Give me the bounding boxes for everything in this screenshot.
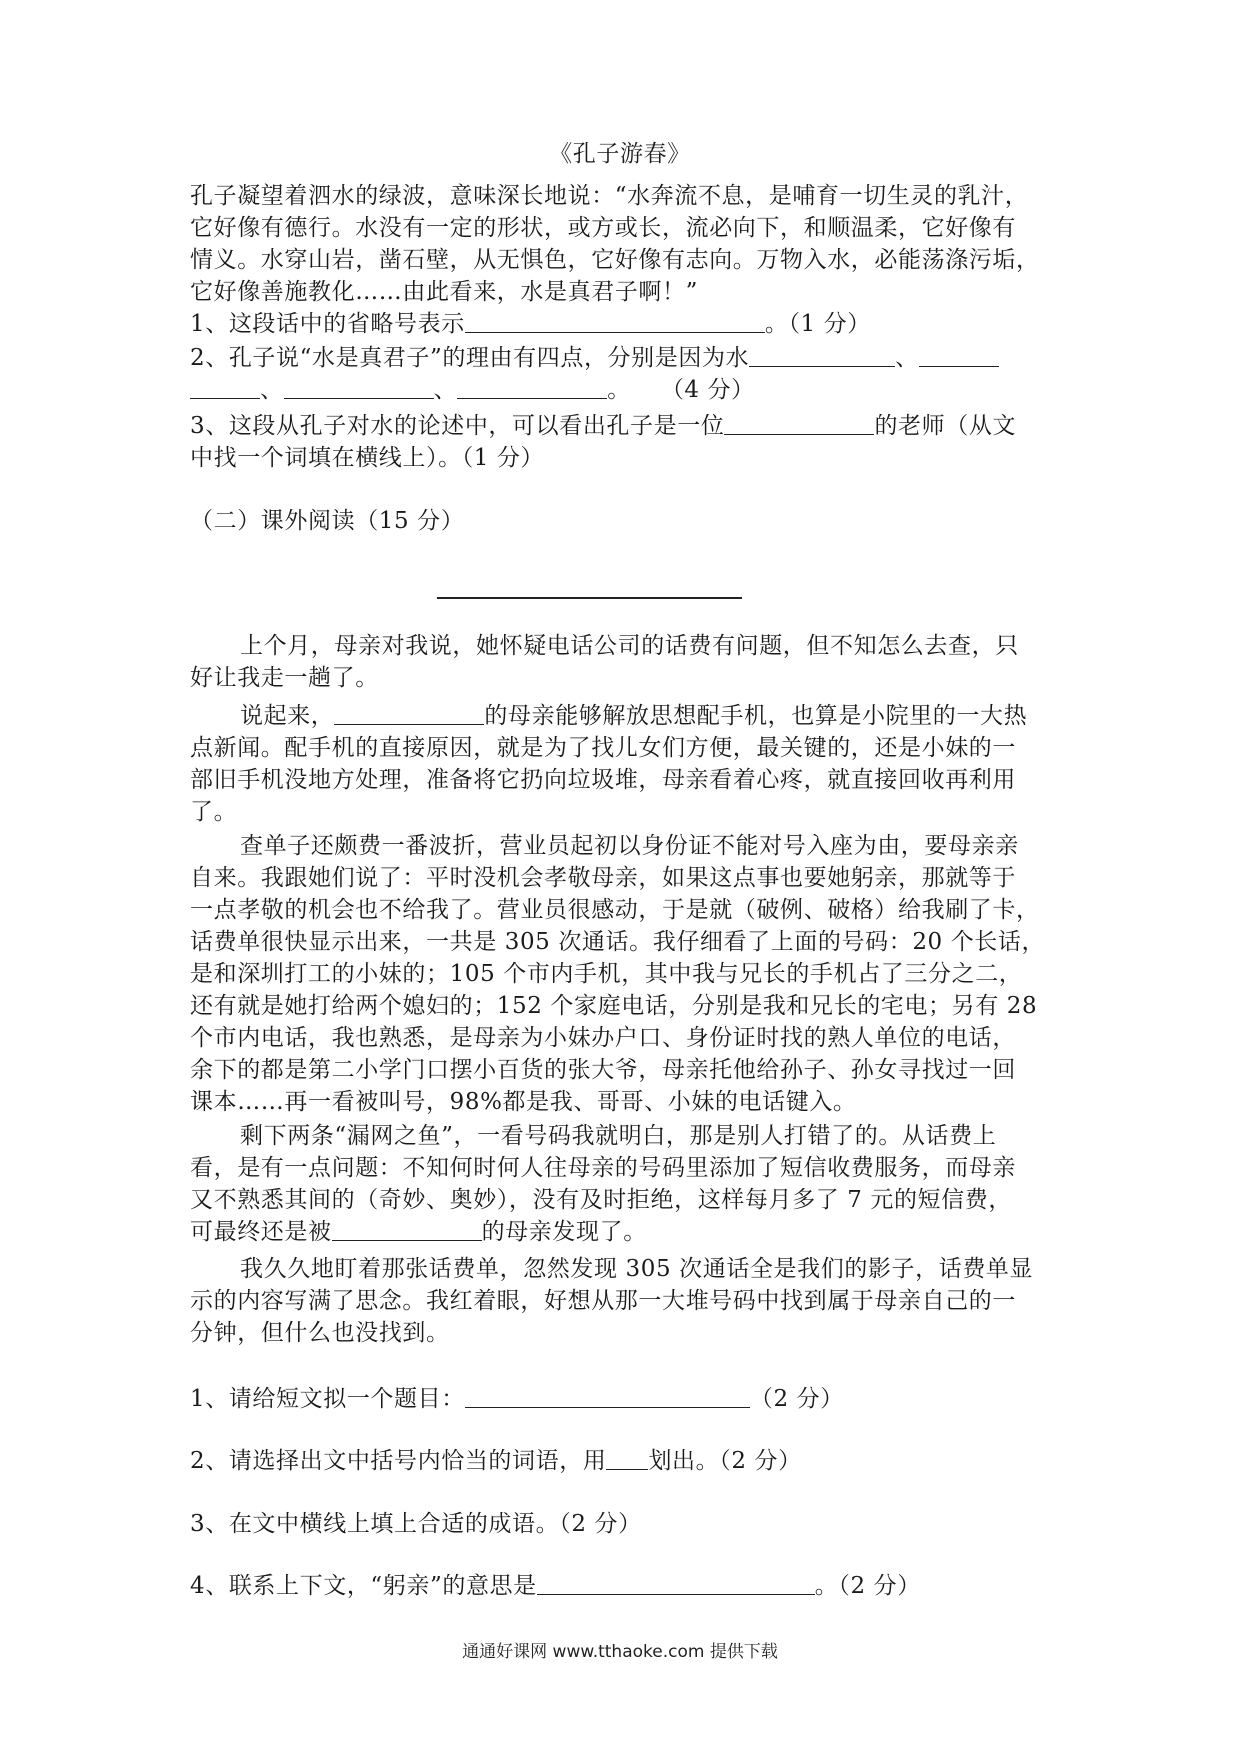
passage2-line [190,1216,1060,1248]
answer-blank[interactable] [284,376,434,399]
passage2-line: 自来。我跟她们说了：平时没机会孝敬母亲，如果这点事也要她躬亲，那就等于 [190,865,1016,891]
passage2-line: 查单子还颇费一番波折，营业员起初以身份证不能对号入座为由，要母亲亲 [240,833,1019,859]
passage2-line: 看，是有一点问题：不知何时何人往母亲的号码里添加了短信收费服务，而母亲 [190,1155,1016,1181]
passage2-line: 我久久地盯着那张话费单，忽然发现 305 次通话全是我们的影子，话费单显 [240,1256,1034,1282]
passage2-line: 上个月，母亲对我说，她怀疑电话公司的话费有问题，但不知怎么去查，只 [240,633,1019,659]
page-footer: 通通好课网 www.tthaoke.com 提供下载 [462,1642,778,1662]
answer-blank[interactable] [465,1385,750,1408]
question-4-4 [190,1570,1060,1602]
passage2-line: 部旧手机没地方处理，准备将它扔向垃圾堆，母亲看着心疼，就直接回收再利用 [190,767,1016,793]
passage-text: 的母亲发现了。 [481,1219,647,1245]
passage2-line: 余下的都是第二小学门口摆小百货的张大爷，母亲托他给孙子、孙女寻找过一回 [190,1057,1016,1083]
passage1-line: 情义。水穿山岩，凿石壁，从无惧色，它好像有志向。万物入水，必能荡涤污垢， [190,247,1040,273]
question-4-1 [190,1383,1060,1415]
question-text: 1、请给短文拟一个题目： [190,1386,465,1412]
question-text: 。（1 分） [764,311,871,337]
passage2-line [240,700,1110,732]
answer-blank[interactable] [724,412,874,435]
question-4-3 [190,1508,1060,1540]
question-text: 。（2 分） [814,1573,921,1599]
question-text: 3、这段从孔子对水的论述中，可以看出孔子是一位 [190,413,725,439]
passage2-line: 个市内电话，我也熟悉，是母亲为小妹办户口、身份证时找的熟人单位的电话， [190,1025,1016,1051]
question-2 [190,342,1060,374]
question-text: 3、在文中横线上填上合适的成语。（2 分） [190,1511,642,1537]
idiom-blank[interactable] [334,702,484,725]
question-text: 1、这段话中的省略号表示 [190,311,465,337]
question-text: 的老师（从文 [874,413,1017,439]
passage-text: 说起来， [240,703,335,729]
passage2-line: 一点孝敬的机会也不给我了。营业员很感动，于是就（破例、破格）给我刷了卡， [190,897,1040,923]
question-text: 2、请选择出文中括号内恰当的词语，用 [190,1448,607,1474]
question-text: （2 分） [749,1386,844,1412]
passage2-line: 还有就是她打给两个媳妇的；152 个家庭电话，分别是我和兄长的宅电；另有 28 [190,993,1038,1019]
title-answer-line[interactable] [437,597,742,599]
section-heading: （二）课外阅读（15 分） [190,508,465,534]
question-3 [190,410,1060,442]
answer-blank[interactable] [457,376,607,399]
answer-blank[interactable] [537,1572,815,1595]
separator: 、 [260,377,284,403]
passage-text: 的母亲能够解放思想配手机，也算是小院里的一大热 [484,703,1028,729]
passage1-line: 它好像善施教化……由此看来，水是真君子啊！” [190,279,698,305]
answer-blank[interactable] [190,376,260,399]
question-end: 。 [607,377,631,403]
passage2-line: 课本……再一看被叫号，98%都是我、哥哥、小妹的电话键入。 [190,1089,857,1115]
separator: 、 [433,377,458,403]
answer-blank[interactable] [919,344,999,367]
passage2-line: 是和深圳打工的小妹的；105 个市内手机，其中我与兄长的手机占了三分之二， [190,961,1023,987]
idiom-blank[interactable] [332,1218,482,1241]
question-text: 2、孔子说“水是真君子”的理由有四点，分别是因为水 [190,345,750,371]
passage-title: 《孔子游春》 [549,141,691,167]
answer-blank[interactable] [465,310,765,333]
passage2-line: 剩下两条“漏网之鱼”，一看号码我就明白，那是别人打错了的。从话费上 [240,1123,997,1149]
question-text: 4、联系上下文，“躬亲”的意思是 [190,1573,537,1599]
question-3-cont: 中找一个词填在横线上）。（1 分） [190,445,545,471]
passage2-line: 好让我走一趟了。 [190,665,379,691]
passage2-line: 了。 [190,799,238,825]
passage1-line: 孔子凝望着泗水的绿波，意味深长地说：“水奔流不息，是哺育一切生灵的乳汁， [190,183,1029,209]
separator: 、 [895,345,919,371]
question-4-2 [190,1445,1060,1477]
passage2-line: 点新闻。配手机的直接原因，就是为了找儿女们方便，最关键的，还是小妹的一 [190,735,1016,761]
passage1-line: 它好像有德行。水没有一定的形状，或方或长，流必向下，和顺温柔，它好像有 [190,215,1016,241]
passage2-line: 示的内容写满了思念。我红着眼，好想从那一大堆号码中找到属于母亲自己的一 [190,1288,1016,1314]
passage2-line: 话费单很快显示出来，一共是 305 次通话。我仔细看了上面的号码：20 个长话， [190,929,1046,955]
underline-sample [606,1447,648,1470]
passage2-line: 又不熟悉其间的（奇妙、奥妙），没有及时拒绝，这样每月多了 7 元的短信费， [190,1187,1012,1213]
passage2-line: 分钟，但什么也没找到。 [190,1320,450,1346]
question-text: 划出。（2 分） [648,1448,802,1474]
question-2-cont [190,374,1060,406]
answer-blank[interactable] [749,344,895,367]
question-score: （4 分） [660,377,755,403]
passage-text: 可最终还是被 [190,1219,332,1245]
question-1 [190,308,1060,340]
